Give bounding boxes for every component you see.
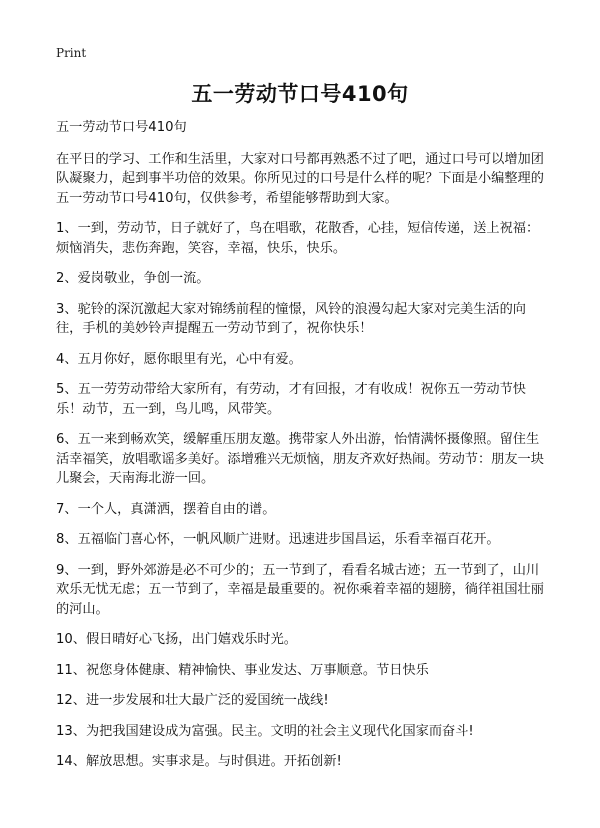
slogan-item: 11、祝您身体健康、精神愉快、事业发达、万事顺意。节日快乐 [56,662,429,678]
slogan-item: 6、五一来到畅欢笑，缓解重压朋友邀。携带家人外出游，怡情满怀摄像照。留住生活幸福笑，放唱歌谣多美好。添增雅兴无烦恼，朋友齐欢好热闹。劳动节：朋友一块儿聚会，天南海北游一回。 [56,432,544,486]
slogan-item: 1、一到，劳动节，日子就好了，鸟在唱歌，花散香，心挂，短信传递，送上祝福：烦恼消失，悲伤奔跑，笑容，幸福，快乐，快乐。 [56,221,540,256]
slogan-item: 3、驼铃的深沉激起大家对锦绣前程的憧憬，风铃的浪漫勾起大家对完美生活的向往，手机的美妙铃声提醒五一劳动节到了，祝你快乐！ [56,301,526,336]
slogan-item: 12、进一步发展和壮大最广泛的爱国统一战线! [56,693,329,708]
slogan-item: 4、五月你好，愿你眼里有光，心中有爱。 [56,351,302,367]
article-intro: 在平日的学习、工作和生活里，大家对口号都再熟悉不过了吧，通过口号可以增加团队凝聚力，起到事半功倍的效果。你所见过的口号是什么样的呢？下面是小编整理的五一劳动节口号410句，仅供参考，希望能够帮助到大家。 [56,151,544,206]
page-title: 五一劳动节口号410句 [191,82,409,106]
slogan-item: 2、爱岗敬业，争创一流。 [56,271,210,286]
slogan-item: 5、五一劳劳动带给大家所有，有劳动，才有回报，才有收成！祝你五一劳动节快乐！动节，五一到，鸟儿鸣，风带笑。 [56,382,526,417]
slogan-item: 7、一个人，真潇洒，摆着自由的谱。 [56,501,276,517]
slogan-item: 14、解放思想。实事求是。与时俱进。开拓创新! [56,754,342,769]
slogan-item: 13、为把我国建设成为富强。民主。文明的社会主义现代化国家而奋斗! [56,723,474,739]
slogan-item: 10、假日晴好心飞扬，出门嬉戏乐时光。 [56,632,297,647]
slogan-item: 8、五福临门喜心怀，一帆风顺广进财。迅速进步国昌运，乐看幸福百花开。 [56,532,500,547]
print-link[interactable]: Print [56,46,87,60]
article-body [56,118,550,783]
slogan-item: 9、一到，野外郊游是必不可少的；五一节到了，看看名城古迹；五一节到了，山川欢乐无忧无虑；五一节到了，幸福是最重要的。祝你乘着幸福的翅膀，徜徉祖国壮丽的河山。 [56,562,544,617]
article-subtitle: 五一劳动节口号410句 [56,120,187,135]
